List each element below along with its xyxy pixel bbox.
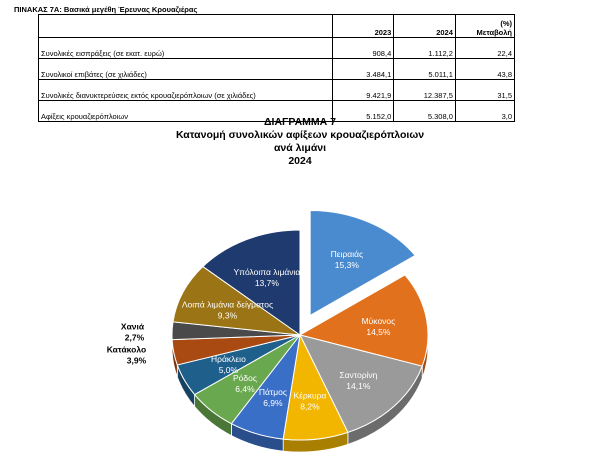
pie-slice-label: Χανιά <box>120 321 145 332</box>
pie-slice-value-label: 6,9% <box>263 398 283 409</box>
row-value-2024: 12.387,5 <box>394 80 456 101</box>
pie-slice-label: Κέρκυρα <box>293 390 327 401</box>
pie-slice-value-label: 9,3% <box>217 310 238 321</box>
row-value-change: 22,4 <box>455 38 514 59</box>
row-value-change: 31,5 <box>455 80 514 101</box>
pie-slice-value-label: 14,1% <box>346 381 371 392</box>
row-label: Συνολικές εισπράξεις (σε εκατ. ευρώ) <box>39 38 333 59</box>
row-value-2024: 5.011,1 <box>394 59 456 80</box>
row-value-2023: 5.152,0 <box>332 101 393 122</box>
pie-slice-label: Πάτμος <box>258 387 287 398</box>
pie-slice-value-label: 13,7% <box>254 277 279 288</box>
row-label: Συνολικές διανυκτερεύσεις εκτός κρουαζιερόπλοιων (σε χιλιάδες) <box>39 80 333 101</box>
pie-slice-label: Υπόλοιπα λιμάνια <box>233 266 301 277</box>
pie-slice-label: Μύκονος <box>361 316 396 327</box>
pie-slice-label: Σαντορίνη <box>339 370 378 381</box>
row-value-2023: 3.484,1 <box>332 59 393 80</box>
pie-slice-value-label: 3,9% <box>126 355 147 366</box>
pie-slice-value-label: 6,4% <box>235 383 255 394</box>
pie-slice-value-label: 5,0% <box>218 365 239 376</box>
table-header-change: (%) Μεταβολή <box>455 15 514 38</box>
pie-slice-label: Κατάκολο <box>106 344 147 355</box>
pie-slice-value-label: 15,3% <box>334 259 359 270</box>
pie-slice-label: Λοιπά λιμάνια δείγματος <box>181 299 274 310</box>
row-value-2023: 908,4 <box>332 38 393 59</box>
pie-slice-label: Ρόδος <box>232 372 257 383</box>
row-value-change: 3,0 <box>455 101 514 122</box>
row-value-2024: 5.308,0 <box>394 101 456 122</box>
table-header-2023: 2023 <box>332 15 393 38</box>
row-value-2023: 9.421,9 <box>332 80 393 101</box>
table-header-2024: 2024 <box>394 15 456 38</box>
pie-slice-value-label: 2,7% <box>124 332 145 343</box>
pie-slice-value-label: 8,2% <box>300 401 320 412</box>
row-label: Αφίξεις κρουαζιερόπλοιων <box>39 101 333 122</box>
chart-title: Κατανομή συνολικών αφίξεων κρουαζιερόπλοιων <box>175 129 425 141</box>
chart-number: ΔΙΑΓΡΑΜΜΑ 7 <box>264 116 336 128</box>
table-title: ΠΙΝΑΚΑΣ 7Α: Βασικά μεγέθη Έρευνας Κρουαζιέρας <box>14 5 198 14</box>
pie-slice-label: Ηράκλειο <box>211 354 246 365</box>
pie-slice-value-label: 14,5% <box>366 327 391 338</box>
chart-subtitle: ανά λιμάνι <box>273 142 327 154</box>
chart-year: 2024 <box>288 155 312 167</box>
row-label: Συνολικοί επιβάτες (σε χιλιάδες) <box>39 59 333 80</box>
pie-slice-label: Πειραιάς <box>330 248 364 259</box>
row-value-2024: 1.112,2 <box>394 38 456 59</box>
row-value-change: 43,8 <box>455 59 514 80</box>
